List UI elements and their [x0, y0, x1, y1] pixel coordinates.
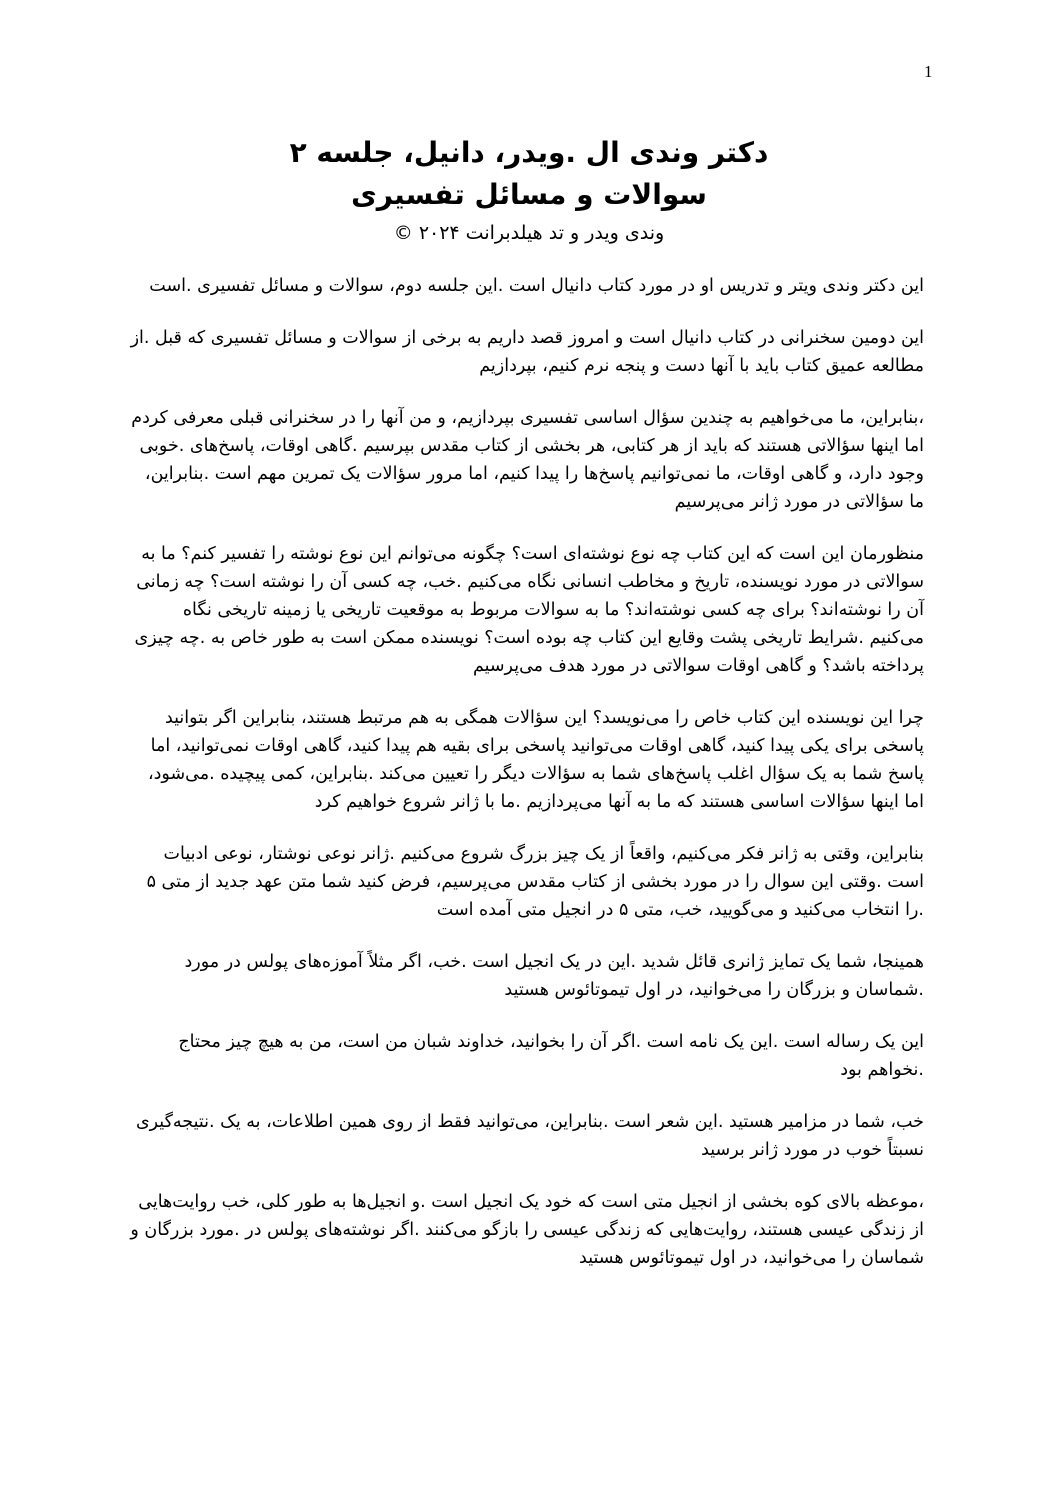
paragraph: این دومین سخنرانی در کتاب دانیال است و امروز قصد داریم به برخی از سوالات و مسائل تفسیری که قبل .از مطالعه عمیق کتاب باید با آنها دست و پنجه نرم کنیم، بپردازیم	[130, 328, 924, 376]
document-body	[128, 272, 924, 1296]
paragraph: ،موعظه بالای کوه بخشی از انجیل متی است که خود یک انجیل است .و انجیل‌ها به طور کلی، خب روایت‌هایی از زندگی عیسی هستند، روایت‌هایی که زندگی عیسی را بازگو می‌کنند .اگر نوشته‌های پولس در .مورد بزرگان و شماسان را می‌خوانید، در اول تیموتائوس هستید	[130, 1192, 924, 1268]
paragraph: این دکتر وندی ویتر و تدریس او در مورد کتاب دانیال است .این جلسه دوم، سوالات و مسائل تفسیری .است	[149, 276, 924, 296]
page-number: 1	[924, 62, 933, 81]
paragraph: همینجا، شما یک تمایز ژانری قائل شدید .این در یک انجیل است .خب، اگر مثلاً آموزه‌های پولس در مورد .شماسان و بزرگان را می‌خوانید، در اول تیموتائوس هستید	[184, 952, 924, 1000]
paragraph: چرا این نویسنده این کتاب خاص را می‌نویسد؟ این سؤالات همگی به هم مرتبط هستند، بنابراین اگر بتوانید پاسخی برای یکی پیدا کنید، گاهی اوقات می‌توانید پاسخی برای بقیه هم پیدا کنید، گاهی اوقات نمی‌توانید، اما پاسخ شما به یک سؤال اغلب پاسخ‌های شما به سؤالات دیگر را تعیین می‌کند .بنابراین، کمی پیچیده .می‌شود، اما اینها سؤالات اساسی هستند که ما به آنها می‌پردازیم .ما با ژانر شروع خواهیم کرد	[147, 708, 924, 812]
paragraph: ،بنابراین، ما می‌خواهیم به چندین سؤال اساسی تفسیری بپردازیم، و من آنها را در سخنرانی قبلی معرفی کردم اما اینها سؤالاتی هستند که باید از هر کتابی، هر بخشی از کتاب مقدس بپرسیم .گاهی اوقات، پاسخ‌های .خوبی وجود دارد، و گاهی اوقات، ما نمی‌توانیم پاسخ‌ها را پیدا کنیم، اما مرور سؤالات یک تمرین مهم است .بنابراین، ما سؤالاتی در مورد ژانر می‌پرسیم	[131, 408, 924, 512]
paragraph: بنابراین، وقتی به ژانر فکر می‌کنیم، واقعاً از یک چیز بزرگ شروع می‌کنیم .ژانر نوعی نوشتار، نوعی ادبیات است .وقتی این سوال را در مورد بخشی از کتاب مقدس می‌پرسیم، فرض کنید شما متن عهد جدید از متی ۵ .را انتخاب می‌کنید و می‌گویید، خب، متی ۵ در انجیل متی آمده است	[146, 844, 924, 920]
paragraph: منظورمان این است که این کتاب چه نوع نوشته‌ای است؟ چگونه می‌توانم این نوع نوشته را تفسیر کنم؟ ما به سوالاتی در مورد نویسنده، تاریخ و مخاطب انسانی نگاه می‌کنیم .خب، چه کسی آن را نوشته است؟ چه زمانی آن را نوشته‌اند؟ برای چه کسی نوشته‌اند؟ ما به سوالات مربوط به موقعیت تاریخی یا زمینه تاریخی نگاه می‌کنیم .شرایط تاریخی پشت وقایع این کتاب چه بوده است؟ نویسنده ممکن است به طور خاص به .چه چیزی پرداخته باشد؟ و گاهی اوقات سوالاتی در مورد هدف می‌پرسیم	[134, 544, 924, 676]
paragraph: این یک رساله است .این یک نامه است .اگر آن را بخوانید، خداوند شبان من است، من به هیچ چیز محتاج .نخواهم بود	[178, 1032, 924, 1080]
copyright-line: وندی ویدر و تد هیلدبرانت ۲۰۲۴ ©	[393, 222, 665, 244]
document-header	[0, 132, 1058, 250]
title-line-2: سوالات و مسائل تفسیری	[351, 178, 707, 211]
title-line-1: دکتر وندی ال .ویدر، دانیل، جلسه ۲	[289, 136, 769, 169]
paragraph: خب، شما در مزامیر هستید .این شعر است .بنابراین، می‌توانید فقط از روی همین اطلاعات، به یک .نتیجه‌گیری نسبتاً خوب در مورد ژانر برسید	[135, 1112, 924, 1160]
